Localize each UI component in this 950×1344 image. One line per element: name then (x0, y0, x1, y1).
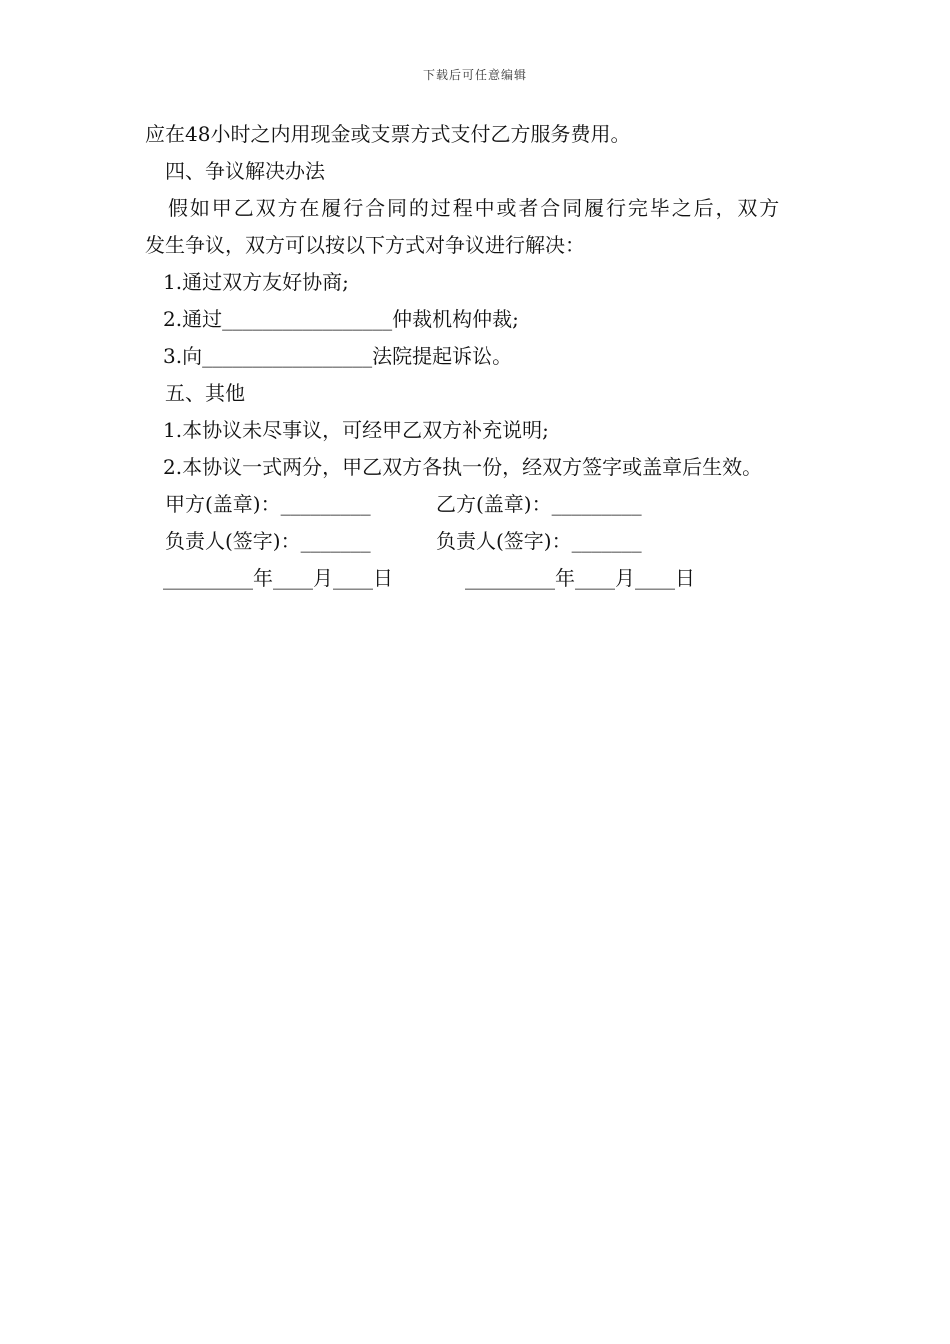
dispute-option-arbitration: 2.通过_________________仲裁机构仲裁; (163, 307, 519, 331)
payment-terms-line: 应在48小时之内用现金或支票方式支付乙方服务费用。 (145, 122, 631, 146)
party-b-date-field: _________年____月____日 (465, 566, 695, 590)
party-a-signatory-field: 负责人(签字)：_______ (165, 529, 371, 553)
party-b-signatory-field: 负责人(签字)：_______ (436, 529, 642, 553)
other-clause-2: 2.本协议一式两分，甲乙双方各执一份，经双方签字或盖章后生效。 (163, 455, 763, 479)
party-a-date-field: _________年____月____日 (163, 566, 393, 590)
dispute-option-negotiation: 1.通过双方友好协商; (163, 270, 349, 294)
section-dispute-title: 四、争议解决办法 (165, 159, 325, 183)
page-header: 下载后可任意编辑 (422, 68, 527, 82)
dispute-paragraph-line1: 假如甲乙双方在履行合同的过程中或者合同履行完毕之后，双方 (168, 196, 782, 220)
party-b-seal-field: 乙方(盖章)：_________ (436, 492, 642, 516)
other-clause-1: 1.本协议未尽事议，可经甲乙双方补充说明; (163, 418, 549, 442)
dispute-option-litigation: 3.向_________________法院提起诉讼。 (163, 344, 513, 368)
section-other-title: 五、其他 (165, 381, 245, 405)
dispute-paragraph-line2: 发生争议，双方可以按以下方式对争议进行解决： (145, 233, 585, 257)
party-a-seal-field: 甲方(盖章)：_________ (165, 492, 371, 516)
